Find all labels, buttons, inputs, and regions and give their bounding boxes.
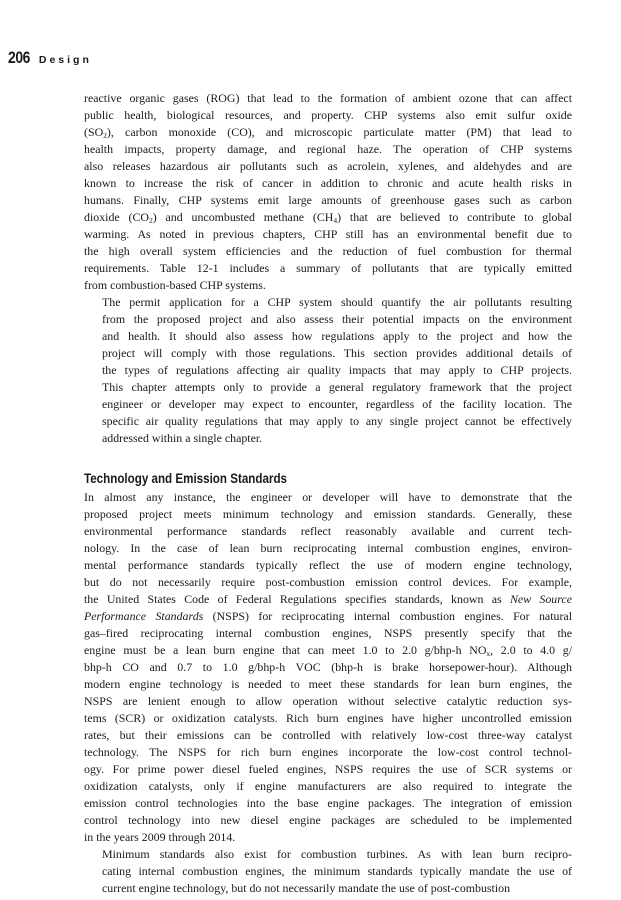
text-line: In almost any instance, the engineer or developer will have to demonstrate that the	[84, 490, 572, 504]
text-line: Minimum standards also exist for combustion turbines. As with lean burn recipro-	[102, 847, 572, 861]
text-line: tems (SCR) or oxidization catalysts. Rich burn engines have higher uncontrolled emission	[84, 711, 572, 725]
page-number: 206	[8, 48, 31, 67]
text-line: proposed project meets minimum technology and emission standards. Generally, these	[84, 507, 572, 521]
text-line: modern engine technology is needed to meet these standards for lean burn engines, the	[84, 677, 572, 691]
text-line: warming. As noted in previous chapters, CHP still has an environmental benefit due to	[84, 227, 572, 241]
text-line: the types of regulations affecting air quality impacts that may apply to CHP projects.	[102, 363, 572, 377]
section-label: Design	[38, 54, 92, 66]
text-line: requirements. Table 12-1 includes a summary of pollutants that are typically emitted	[84, 261, 572, 275]
text-line: oxidization catalysts, only if engine manufacturers are also required to integrate the	[84, 779, 572, 793]
text-line: This chapter attempts only to provide a general regulatory framework that the project	[102, 380, 572, 394]
paragraph-combustion-turbines	[84, 846, 572, 897]
text-line: from the proposed project and also assess their potential impacts on the environment	[102, 312, 572, 326]
paragraph-permit-application	[84, 294, 572, 447]
text-line: emission control technologies into the base engine packages. The integration of emission	[84, 796, 572, 810]
text-line: and health. It should also assess how regulations apply to the project and how the	[102, 329, 572, 343]
text-line: from combustion-based CHP systems.	[84, 278, 266, 292]
running-head	[8, 48, 92, 68]
text-line: environmental performance standards reflect reasonably available and current tech-	[84, 524, 572, 538]
text-line: dioxide $(CO_2)$ and uncombusted methane $(CH_4)$ that are believed to contribute to global	[84, 210, 572, 225]
text-line: known to increase the risk of cancer in addition to chronic and acute health risks in	[84, 176, 572, 190]
text-line: reactive organic gases (ROG) that lead to the formation of ambient ozone that can affect	[84, 91, 572, 105]
text-line: also releases hazardous air pollutants such as acrolein, xylenes, and aldehydes and are	[84, 159, 572, 173]
text-line: rates, but their emissions can be controlled with relatively low-cost three-way catalyst	[84, 728, 572, 742]
text-line: mental performance standards typically reflect the use of modern engine technology,	[84, 558, 572, 572]
body-text	[84, 90, 572, 897]
section-heading: Technology and Emission Standards	[84, 471, 288, 486]
text-line: control technology into new diesel engine packages are scheduled to be implemented	[84, 813, 572, 827]
text-line: The permit application for a CHP system should quantify the air pollutants resulting	[102, 295, 572, 309]
text-line: in the years 2009 through 2014.	[84, 830, 236, 844]
text-line: public health, biological resources, and property. CHP systems also emit sulfur oxide	[84, 108, 572, 122]
text-line: ogy. For prime power diesel fueled engines, NSPS requires the use of SCR systems or	[84, 762, 572, 776]
paragraph-technology-standards	[84, 489, 572, 846]
text-line: current engine technology, but do not necessarily mandate the use of post-combustion	[102, 881, 511, 895]
text-line: addressed within a single chapter.	[102, 431, 263, 445]
text-line: the high overall system efficiencies and the reduction of fuel combustion for thermal	[84, 244, 572, 258]
text-line: project will comply with those regulations. This section provides additional details of	[102, 346, 572, 360]
text-line: nology. In the case of lean burn reciprocating internal combustion engines, environ-	[84, 541, 572, 555]
text-line: gas–fired reciprocating internal combustion engines, NSPS presently specify that the	[84, 626, 572, 640]
text-line: humans. Finally, CHP systems emit large amounts of greenhouse gases such as carbon	[84, 193, 572, 207]
text-line: health impacts, property damage, and regional haze. The operation of CHP systems	[84, 142, 572, 156]
text-line: specific air quality regulations that may apply to any single project cannot be effectively	[102, 414, 572, 428]
text-line: cating internal combustion engines, the minimum standards typically mandate the use of	[102, 864, 572, 878]
text-line: engineer or developer may expect to encounter, regardless of the facility location. The	[102, 397, 572, 411]
text-line: Performance Standards (NSPS) for reciprocating internal combustion engines. For natural	[84, 609, 572, 623]
text-line: bhp-h CO and 0.7 to 1.0 g/bhp-h VOC (bhp-h is brake horsepower-hour). Although	[84, 660, 572, 674]
text-line: but do not necessarily require post-combustion emission control devices. For example,	[84, 575, 572, 589]
paragraph-pollutants	[84, 90, 572, 294]
text-line: $(SO_2)$, carbon monoxide (CO), and microscopic particulate matter (PM) that lead to	[84, 125, 572, 140]
text-line: NSPS are lenient enough to allow operation without selective catalytic reduction sys-	[84, 694, 572, 708]
text-line: the United States Code of Federal Regulations specifies standards, known as New Source	[84, 592, 572, 606]
text-line: technology. The NSPS for rich burn engines incorporate the low-cost control technol-	[84, 745, 572, 759]
text-line: engine must be a lean burn engine that can meet 1.0 to 2.0 g/bhp-h $NO_x$, 2.0 to 4.0 g/	[84, 643, 573, 658]
